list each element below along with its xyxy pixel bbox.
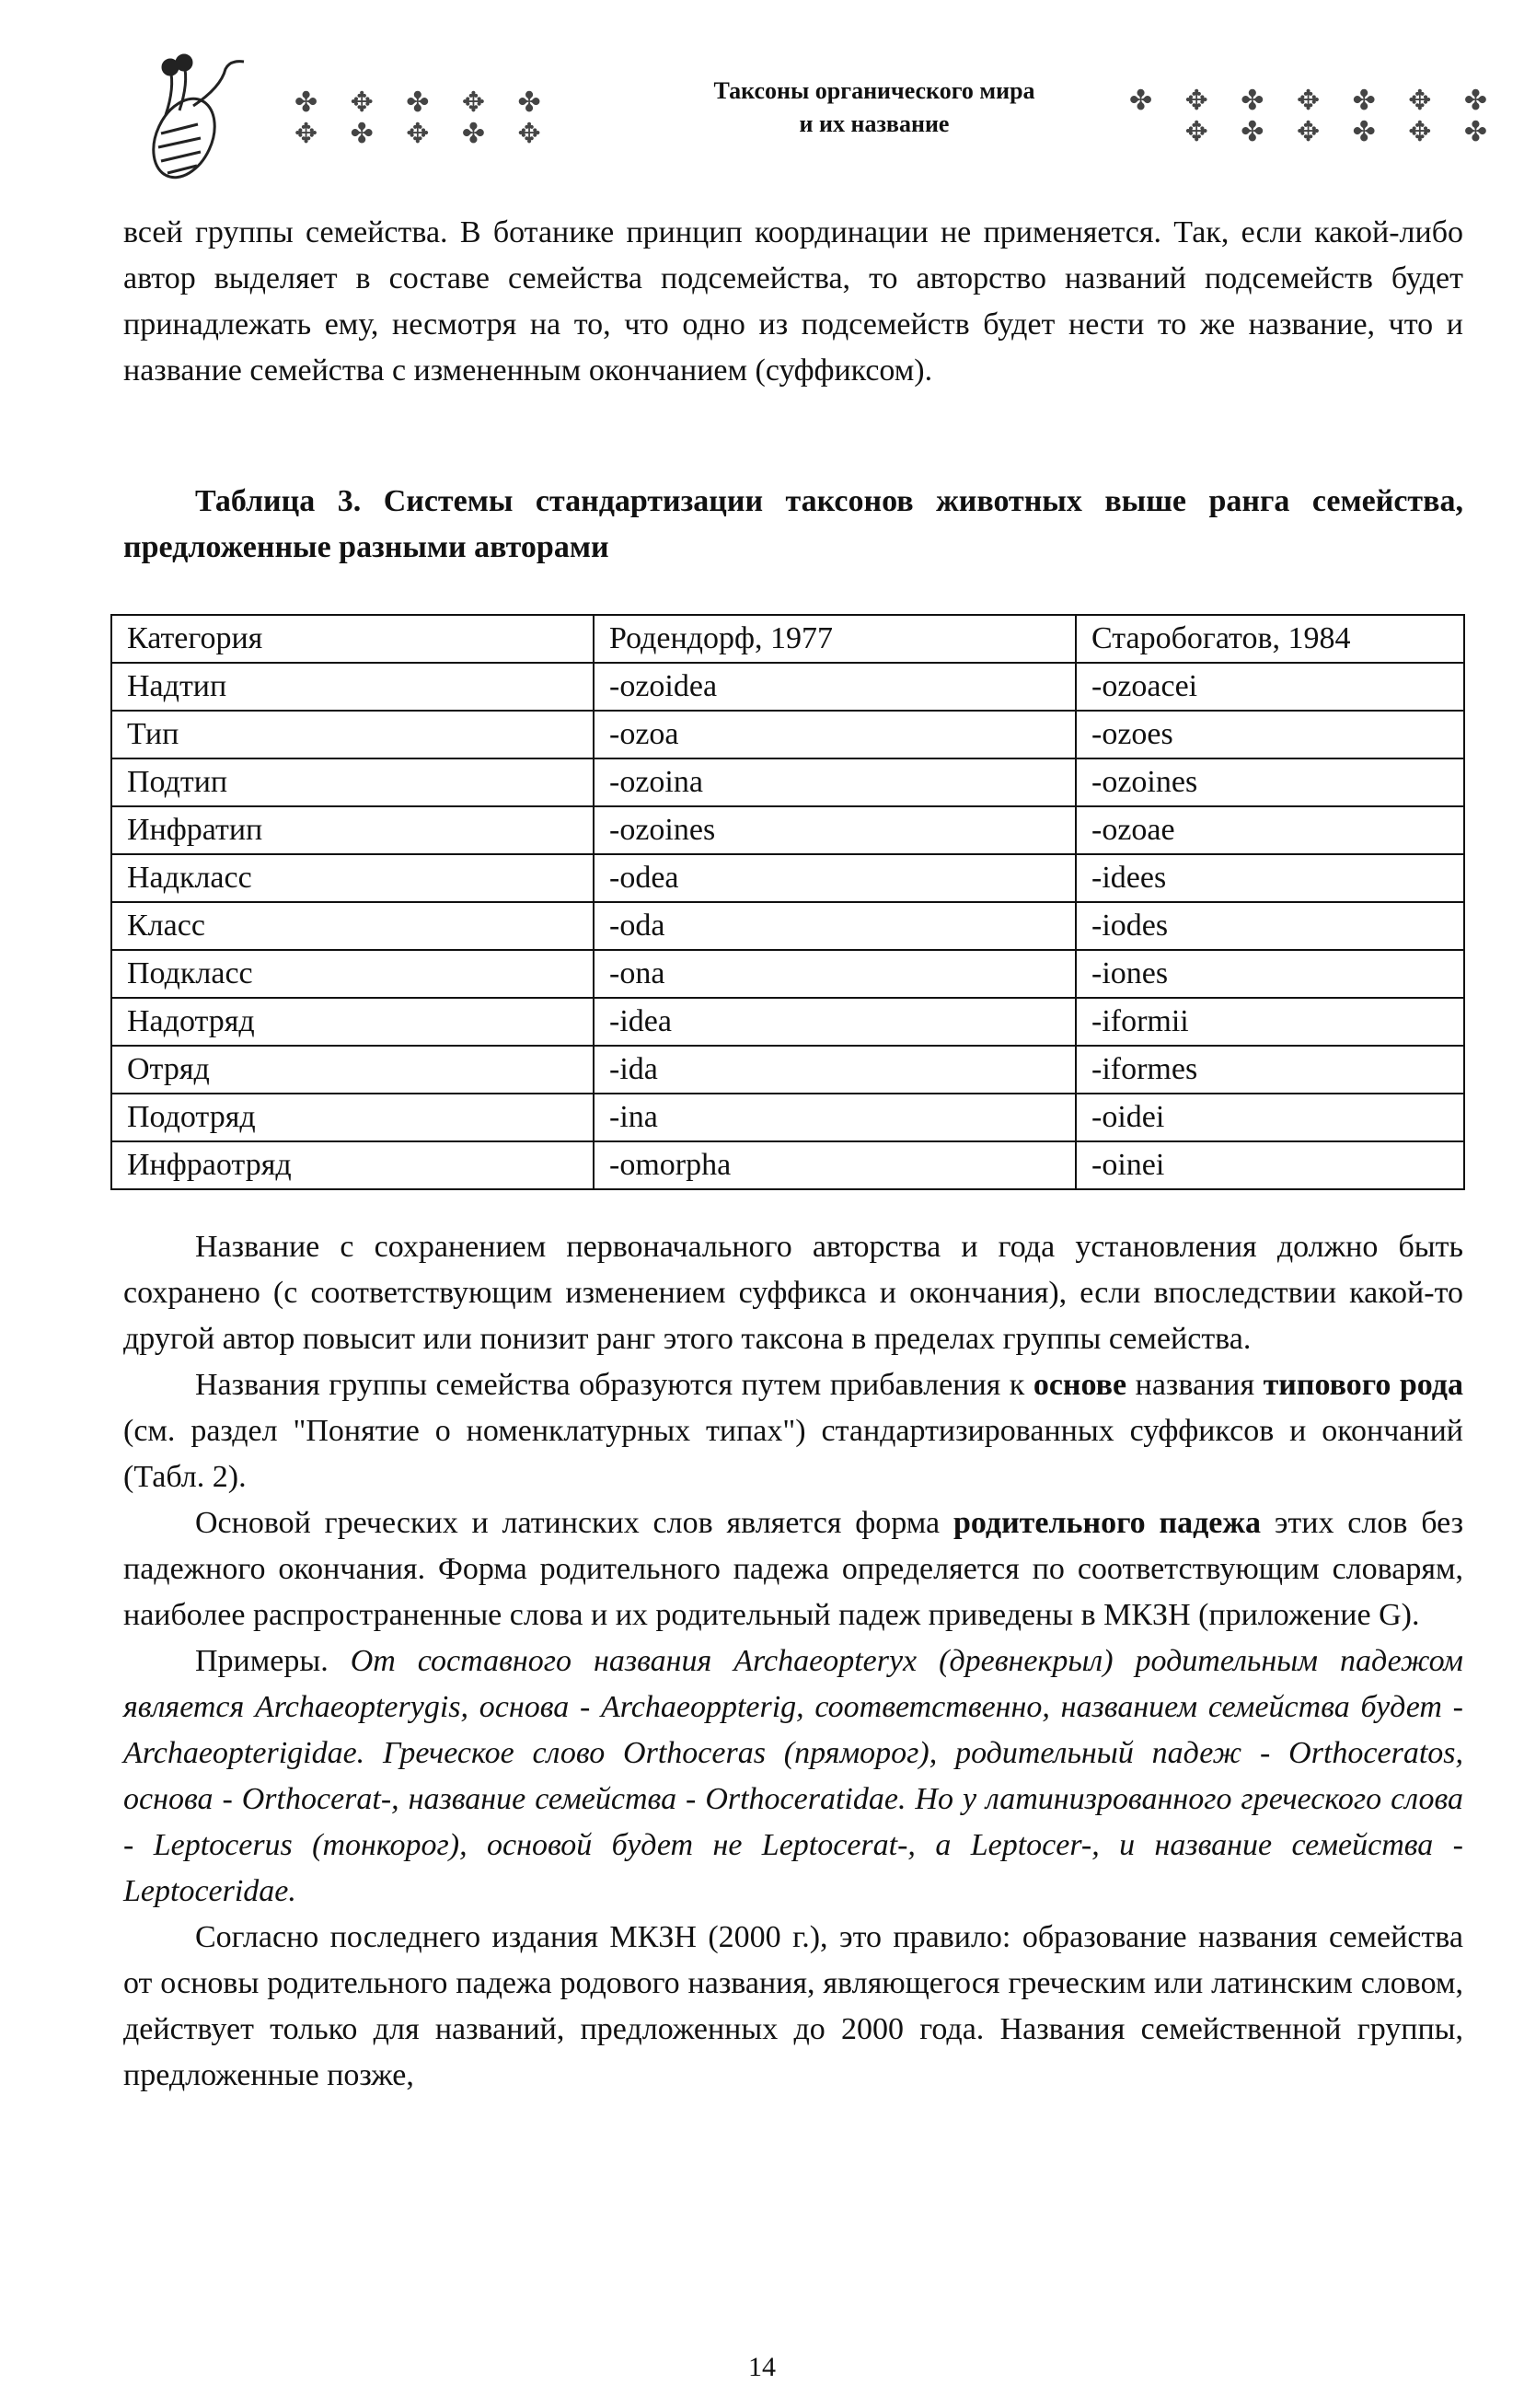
table-cell: Подкласс [111, 950, 594, 998]
star-ornament-icon: ✤ ✥ ✤ ✥ ✤ ✥ ✤ ✥ ✤ ✥ ✤ ✥ ✤ [1129, 86, 1500, 147]
table-row [111, 950, 1464, 998]
paragraph-3: Основой греческих и латинских слов является форма родительного падежа этих слов без падежного окончания. Форма родительного падежа определяется по соответствующим словарям, наиболее распространенные слова и их родительный падеж приведены в МКЗН (приложение G). [123, 1506, 1464, 1632]
table-cell: -odea [594, 854, 1076, 902]
table-row [111, 806, 1464, 854]
taxa-standardization-table [110, 614, 1465, 1190]
paragraph-4-examples: Примеры. От составного названия Archaeopteryx (древнекрыл) родительным падежом является Archaeopterygis, основа - Archaeoppterig, соответственно, названием семейства будет - Archaeopterigidae. Греческое слово Orthoceras (пряморог), родительный падеж - Orthoceratos, основа - Orthocerat-, название семейства - Orthoceratidae. Но у латинизрованного греческого слова - Leptocerus (тонкорог), основой будет не Leptocerat-, а Leptocer-, и название семейства - Leptoceridae. [123, 1644, 1463, 1908]
table-cell: Подотряд [111, 1094, 594, 1141]
running-header-title [644, 75, 1104, 141]
table-row [111, 663, 1464, 711]
table-cell: -idees [1076, 854, 1464, 902]
table-cell: Класс [111, 902, 594, 950]
table-cell: -oinei [1076, 1141, 1464, 1189]
table-cell: Инфраотряд [111, 1141, 594, 1189]
table-cell: -ozoacei [1076, 663, 1464, 711]
paragraph-5: Согласно последнего издания МКЗН (2000 г.), это правило: образование названия семейства от основы родительного падежа родового названия, являющегося греческим или латинским словом, действует только для названий, предложенных до 2000 года. Названия семейственной группы, предложенные позже, [123, 1920, 1463, 2092]
table-cell: -ina [594, 1094, 1076, 1141]
intro-paragraph: всей группы семейства. В ботанике принцип координации не применяется. Так, если какой-либо автор выделяет в составе семейства подсемейства, то авторство названий подсемейств будет принадлежать ему, несмотря на то, что одно из подсемейств будет нести то же название, что и название семейства с измененным окончанием (суффиксом). [123, 215, 1463, 388]
table-row [111, 1094, 1464, 1141]
table-cell: -omorpha [594, 1141, 1076, 1189]
page-number: 14 [748, 2352, 776, 2382]
header-title-line-2: и их название [799, 110, 950, 137]
table-row [111, 1046, 1464, 1094]
table-cell: Надтип [111, 663, 594, 711]
table-row [111, 758, 1464, 806]
table-cell: -ozoa [594, 711, 1076, 758]
table-row [111, 998, 1464, 1046]
table-cell: -ona [594, 950, 1076, 998]
table-cell: -ozoae [1076, 806, 1464, 854]
table-cell: Отряд [111, 1046, 594, 1094]
table-cell: -oidei [1076, 1094, 1464, 1141]
table-cell: Тип [111, 711, 594, 758]
table-cell: Надкласс [111, 854, 594, 902]
table-cell: -oda [594, 902, 1076, 950]
table-cell: -iodes [1076, 902, 1464, 950]
page-header [120, 51, 1500, 152]
main-text [123, 1224, 1463, 2099]
table-row [111, 711, 1464, 758]
table-cell: Инфратип [111, 806, 594, 854]
table-header-cell: Родендорф, 1977 [594, 615, 1076, 663]
table-cell: -iones [1076, 950, 1464, 998]
table-cell: Надотряд [111, 998, 594, 1046]
star-ornament-icon: ✤ ✥ ✤ ✥ ✤ ✥ ✤ ✥ ✤ ✥ [294, 87, 554, 149]
table-cell: -idea [594, 998, 1076, 1046]
table-cell: -ozoina [594, 758, 1076, 806]
creature-logo-icon [120, 51, 276, 189]
table-header-cell: Старобогатов, 1984 [1076, 615, 1464, 663]
table-cell: Подтип [111, 758, 594, 806]
table-cell: -ozoidea [594, 663, 1076, 711]
table-cell: -ozoines [594, 806, 1076, 854]
table-cell: -ozoines [1076, 758, 1464, 806]
table-header-cell: Категория [111, 615, 594, 663]
table-cell: -ozoes [1076, 711, 1464, 758]
paragraph-2: Названия группы семейства образуются путем прибавления к основе названия типового рода (см. раздел "Понятие о номенклатурных типах") стандартизированных суффиксов и окончаний (Табл. 2). [123, 1368, 1464, 1494]
table-row [111, 854, 1464, 902]
table-row [111, 902, 1464, 950]
header-title-line-1: Таксоны органического мира [713, 77, 1035, 104]
table-cell: -iformii [1076, 998, 1464, 1046]
table-cell: -iformes [1076, 1046, 1464, 1094]
paragraph-1: Название с сохранением первоначального авторства и года установления должно быть сохранено (с соответствующим изменением суффикса и окончания), если впоследствии какой-то другой автор повысит или понизит ранг этого таксона в пределах группы семейства. [123, 1230, 1463, 1356]
table-cell: -ida [594, 1046, 1076, 1094]
table-row [111, 1141, 1464, 1189]
table-caption: Таблица 3. Системы стандартизации таксонов животных выше ранга семейства, предложенные разными авторами [123, 484, 1463, 564]
table-header-row [111, 615, 1464, 663]
